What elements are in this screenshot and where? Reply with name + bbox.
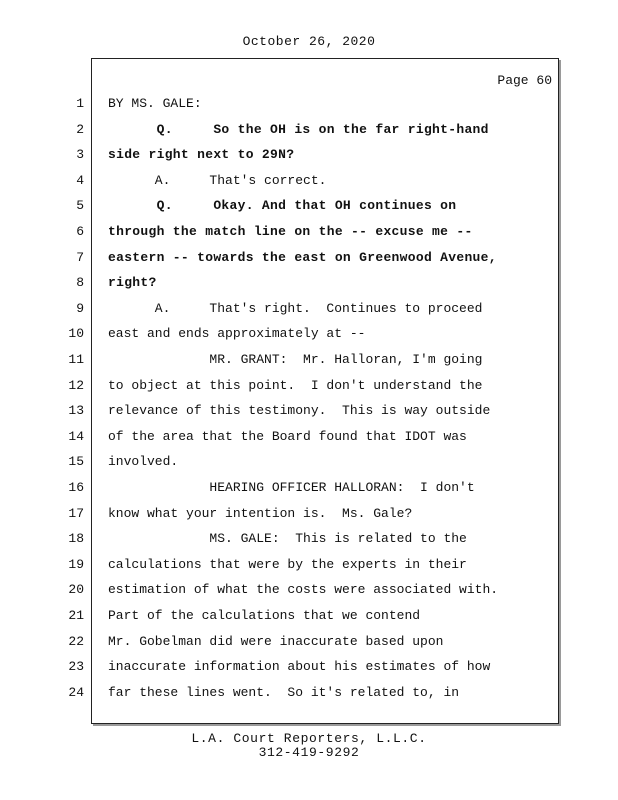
transcript-line: eastern -- towards the east on Greenwood Avenue, — [108, 250, 497, 265]
transcript-line: inaccurate information about his estimates of how — [108, 659, 491, 674]
transcript-line: involved. — [108, 454, 179, 469]
transcript-line: know what your intention is. Ms. Gale? — [108, 506, 413, 521]
transcript-line: MR. GRANT: Mr. Halloran, I'm going — [108, 352, 483, 367]
transcript-line: MS. GALE: This is related to the — [108, 531, 467, 546]
transcript-date: October 26, 2020 — [242, 34, 376, 49]
line-number: 21 — [68, 608, 84, 623]
line-number: 17 — [68, 506, 84, 521]
transcript-line: HEARING OFFICER HALLORAN: I don't — [108, 480, 475, 495]
transcript-line: Part of the calculations that we contend — [108, 608, 421, 623]
line-number: 20 — [68, 582, 84, 597]
reporter-company: L.A. Court Reporters, L.L.C. — [191, 731, 427, 746]
line-number: 8 — [76, 275, 84, 290]
transcript-line: through the match line on the -- excuse me -- — [108, 224, 473, 239]
transcript-line: Mr. Gobelman did were inaccurate based upon — [108, 634, 444, 649]
line-number: 18 — [68, 531, 84, 546]
line-number: 10 — [68, 326, 84, 341]
transcript-line: of the area that the Board found that IDOT was — [108, 429, 467, 444]
footer — [0, 732, 618, 760]
line-number: 24 — [68, 685, 84, 700]
transcript-line: right? — [108, 275, 157, 290]
line-number: 6 — [76, 224, 84, 239]
line-number: 19 — [68, 557, 84, 572]
line-number: 1 — [76, 96, 84, 111]
transcript-line: side right next to 29N? — [108, 147, 295, 162]
line-number: 22 — [68, 634, 84, 649]
line-number: 9 — [76, 301, 84, 316]
transcript-line: to object at this point. I don't understand the — [108, 378, 483, 393]
line-number: 16 — [68, 480, 84, 495]
page-number: Page 60 — [497, 73, 552, 88]
line-number: 5 — [76, 198, 84, 213]
reporter-phone: 312-419-9292 — [258, 745, 360, 760]
transcript-line: estimation of what the costs were associated with. — [108, 582, 499, 597]
line-number: 14 — [68, 429, 84, 444]
line-number: 12 — [68, 378, 84, 393]
transcript-line: east and ends approximately at -- — [108, 326, 366, 341]
line-number: 23 — [68, 659, 84, 674]
line-number: 13 — [68, 403, 84, 418]
line-number: 7 — [76, 250, 84, 265]
line-number: 15 — [68, 454, 84, 469]
transcript-line: calculations that were by the experts in their — [108, 557, 467, 572]
transcript-line: far these lines went. So it's related to, in — [108, 685, 460, 700]
transcript-line: A. That's correct. — [108, 173, 327, 188]
line-number: 11 — [68, 352, 84, 367]
transcript-line: Q. So the OH is on the far right-hand — [108, 122, 489, 137]
line-number: 3 — [76, 147, 84, 162]
transcript-line: Q. Okay. And that OH continues on — [108, 198, 457, 213]
line-number: 4 — [76, 173, 84, 188]
transcript-line: relevance of this testimony. This is way outside — [108, 403, 491, 418]
line-number: 2 — [76, 122, 84, 137]
transcript-line: A. That's right. Continues to proceed — [108, 301, 483, 316]
transcript-line: BY MS. GALE: — [108, 96, 202, 111]
